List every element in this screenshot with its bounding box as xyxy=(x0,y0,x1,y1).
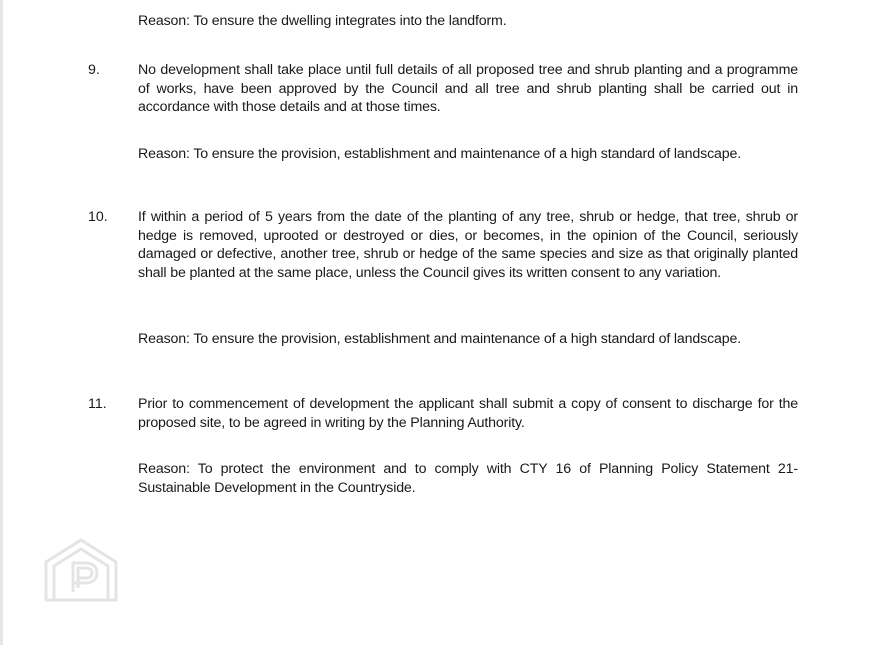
condition-11-text: Prior to commencement of development the applicant shall submit a copy of consent to discharge for the proposed site, to be agreed in writing by the Planning Authority. xyxy=(138,396,798,431)
condition-9-number: 9. xyxy=(88,62,100,78)
condition-11-reason: Reason: To protect the environment and to comply with CTY 16 of Planning Policy Statement 21- Sustainable Development in the Countryside. xyxy=(138,461,798,496)
condition-9-reason: Reason: To ensure the provision, establishment and maintenance of a high standard of landscape. xyxy=(138,146,742,162)
condition-10-reason: Reason: To ensure the provision, establishment and maintenance of a high standard of landscape. xyxy=(138,331,742,347)
condition-10-number: 10. xyxy=(88,209,108,225)
page-edge xyxy=(0,0,3,645)
condition-11-number: 11. xyxy=(88,396,107,412)
reason-top: Reason: To ensure the dwelling integrates into the landform. xyxy=(138,13,507,29)
condition-10-text: If within a period of 5 years from the date of the planting of any tree, shrub or hedge, that tree, shrub or hedge is removed, uprooted or destroyed or dies, or becomes, in the opinion of the Council, seriously damaged or defective, another tree, shrub or hedge of the same species and size as that originally planted shall be planted at the same place, unless the Council gives its written consent to any variation. xyxy=(138,209,798,281)
house-p-logo-icon xyxy=(40,536,122,602)
condition-9-text: No development shall take place until full details of all proposed tree and shrub planting and a programme of works, have been approved by the Council and all tree and shrub planting shall be carried out in accordance with those details and at those times. xyxy=(138,62,798,115)
